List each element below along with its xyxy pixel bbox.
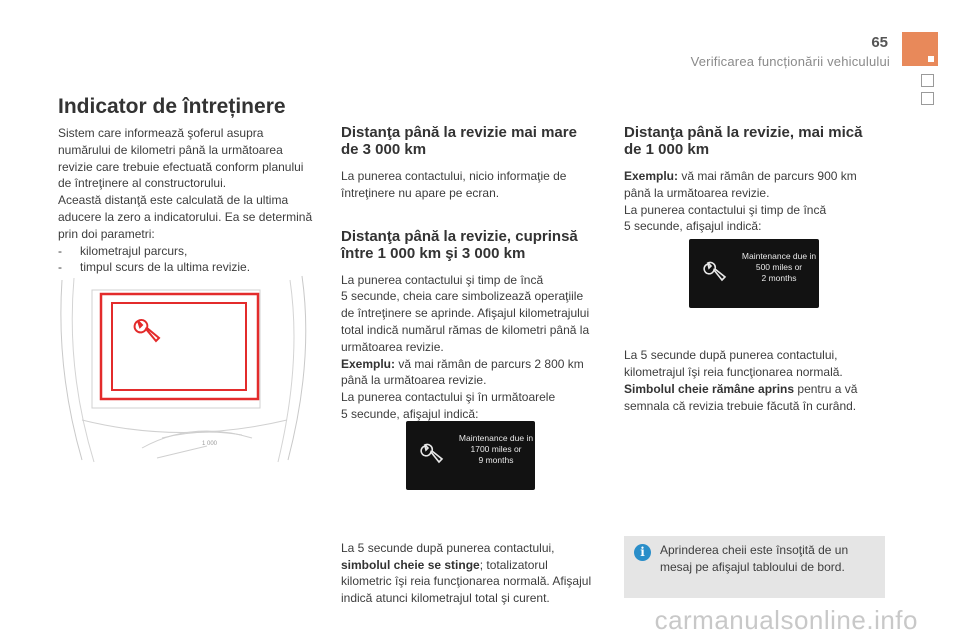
note-line: mesaj pe afişajul tabloului de bord. — [660, 559, 845, 574]
example-label: Exemplu: — [624, 169, 679, 183]
display-message — [739, 251, 819, 284]
section-between-line: următoarea revizie. — [341, 339, 444, 354]
chapter-tab-marker — [928, 56, 934, 62]
intro-line: Sistem care informează şoferul asupra — [58, 126, 264, 140]
section-more-title-line1: Distanţa până la revizie mai mare — [341, 124, 577, 141]
wrench-icon — [703, 261, 727, 285]
watermark: carmanualsonline.info — [654, 605, 918, 635]
intro-line: prin doi parametri: — [58, 226, 155, 241]
section-between-after: indică atunci kilometrajul total şi curent. — [341, 591, 550, 606]
after-bold: Simbolul cheie rămâne aprins — [624, 381, 795, 396]
section-between-title-line1: Distanţa până la revizie, cuprinsă — [341, 227, 578, 245]
dial-label: 1 000 — [202, 441, 218, 447]
section-between-after: kilometric îşi reia funcţionarea normală. Afişajul — [341, 574, 592, 589]
section-less-after: kilometrajul îşi reia funcţionarea normală. — [624, 364, 843, 379]
maintenance-display-1700 — [406, 421, 535, 490]
section-between-line: de întreţinere se aprinde. Afişajul kilometrajului — [341, 306, 590, 321]
note-line: Aprinderea cheii este însoţită de un — [660, 543, 849, 557]
list-text: kilometrajul parcurs, — [80, 243, 188, 258]
intro-line: revizie care trebuie efectuată conform planului — [58, 159, 304, 174]
page-number: 65 — [871, 34, 888, 51]
section-title: Verificarea funcționării vehiculului — [690, 54, 890, 69]
section-less-line: până la următoarea revizie. — [624, 185, 770, 200]
after-rest: ; totalizatorul — [479, 557, 548, 572]
section-more-line: întreţinere nu apare pe ecran. — [341, 185, 500, 200]
section-between-after: La 5 secunde după punerea contactului, — [341, 540, 555, 555]
section-between-title — [341, 228, 606, 262]
intro-line: numărului de kilometri până la următoarea — [58, 142, 283, 157]
display-line: 2 months — [761, 273, 797, 283]
section-less-title-line1: Distanţa până la revizie, mai mică — [624, 124, 863, 141]
intro-column — [58, 125, 323, 276]
example-text: vă mai rămân de parcurs 900 km — [678, 169, 857, 183]
section-less-example — [624, 168, 889, 185]
chapter-tab-box-2[interactable] — [921, 92, 934, 105]
section-between-example — [341, 356, 606, 373]
section-between-line: total indică numărul rămas de kilometri până la — [341, 322, 590, 337]
chapter-tab-box-1[interactable] — [921, 74, 934, 87]
list-dash: - — [58, 243, 62, 258]
section-more-line: La punerea contactului, nicio informaţie de — [341, 169, 567, 183]
section-between-line: 5 secunde, afişajul indică: — [341, 406, 479, 421]
instrument-cluster-illustration — [52, 270, 322, 470]
note-text — [660, 542, 875, 576]
section-more-title-line2: de 3 000 km — [341, 141, 427, 158]
list-item — [58, 243, 323, 260]
display-line: 500 miles or — [755, 262, 803, 272]
intro-line: aducere la zero a indicatorului. Ea se determină — [58, 209, 313, 224]
chapter-tab[interactable] — [902, 32, 938, 66]
section-between-title-line2: între 1 000 km şi 3 000 km — [341, 244, 526, 262]
section-less-title — [624, 124, 889, 158]
display-line: Maintenance due in — [458, 433, 534, 443]
info-icon: i — [634, 544, 651, 561]
list-text: timpul scurs de la ultima revizie. — [80, 260, 251, 275]
intro-line: Această distanţă este calculată de la ultima — [58, 193, 289, 208]
section-less-after: La 5 secunde după punerea contactului, — [624, 348, 838, 363]
intro-line: de întreţinere al constructorului. — [58, 176, 227, 191]
middle-column — [341, 124, 606, 607]
section-between-line: La punerea contactului şi în următoarele — [341, 390, 556, 405]
example-text: vă mai rămân de parcurs 2 800 km — [395, 356, 584, 371]
section-less-line: 5 secunde, afişajul indică: — [624, 219, 762, 234]
info-note — [624, 536, 885, 598]
list-dash: - — [58, 260, 62, 275]
section-between-line: 5 secunde, cheia care simbolizează operaţiile — [341, 289, 584, 304]
wrench-icon — [420, 443, 444, 467]
maintenance-display-500 — [689, 239, 819, 308]
section-between-line: La punerea contactului şi timp de încă — [341, 272, 544, 287]
section-less-after — [624, 381, 889, 398]
display-line: Maintenance due in — [741, 251, 817, 261]
after-rest: pentru a vă — [794, 381, 858, 396]
section-between-after — [341, 557, 606, 574]
section-less-after: semnala că revizia trebuie făcută în curând. — [624, 398, 857, 413]
section-less-line: La punerea contactului şi timp de încă — [624, 202, 827, 217]
display-line: 9 months — [478, 455, 514, 465]
example-label: Exemplu: — [341, 356, 396, 371]
wrench-icon — [135, 320, 159, 341]
section-less-title-line2: de 1 000 km — [624, 141, 710, 158]
cluster-drawing — [52, 270, 322, 470]
main-title: Indicator de întreținere — [58, 95, 286, 118]
section-more-title — [341, 124, 606, 158]
display-line: 1700 miles or — [470, 444, 522, 454]
section-between-line: până la următoarea revizie. — [341, 373, 487, 388]
display-message — [456, 433, 536, 466]
after-bold: simbolul cheie se stinge — [341, 557, 480, 572]
